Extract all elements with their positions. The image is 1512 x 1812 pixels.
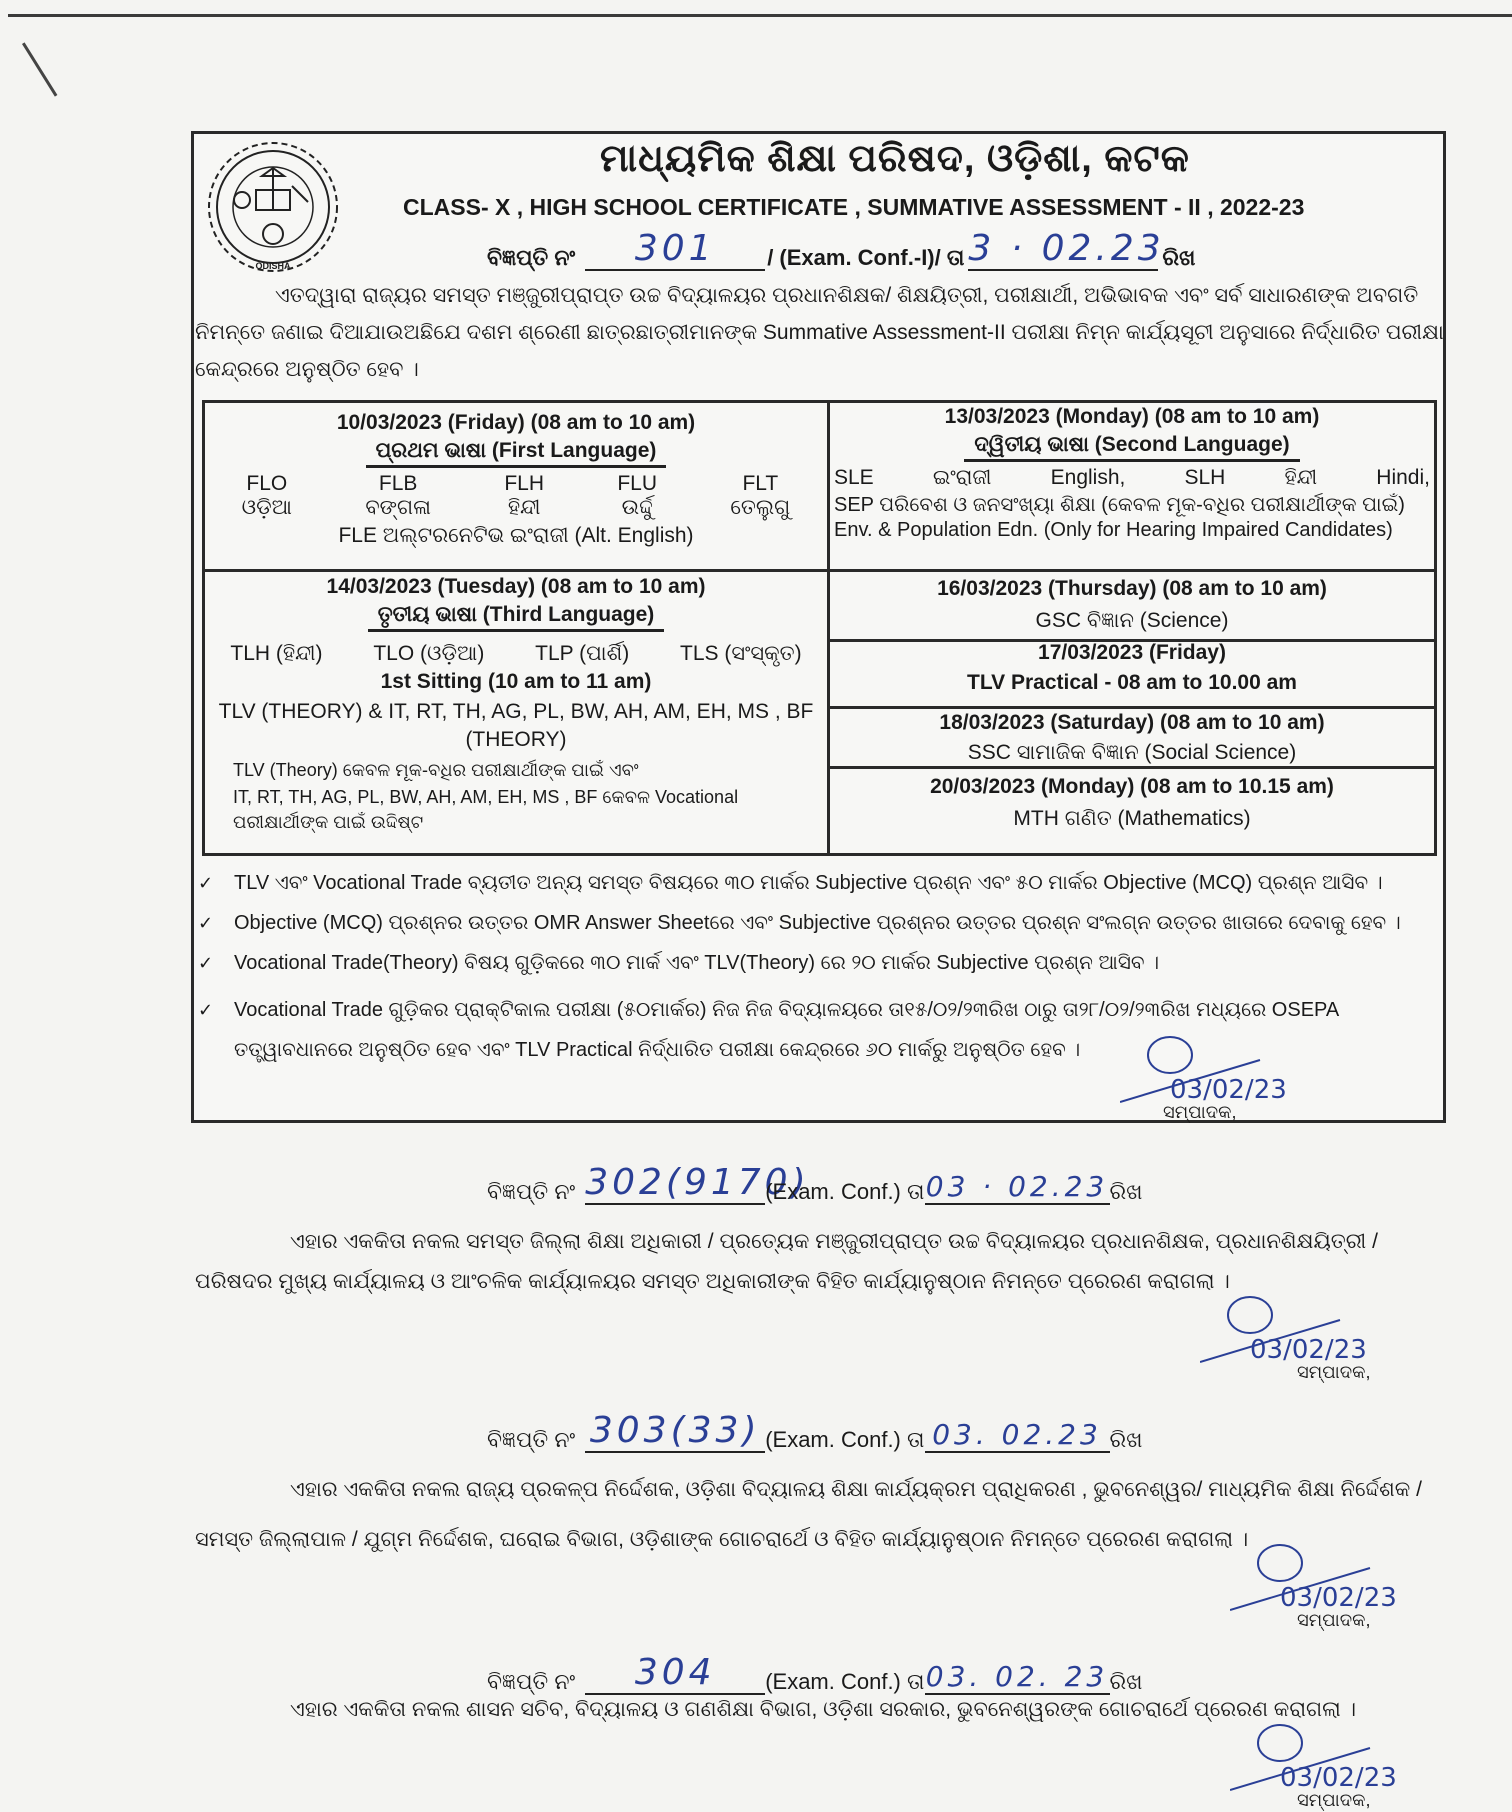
- lang-code: FLO: [246, 472, 288, 495]
- second-language-cell: [830, 405, 1434, 542]
- notice-number: 301: [634, 228, 716, 269]
- lang-name: ହିନ୍ଦୀ: [507, 496, 541, 519]
- mathematics-date: 20/03/2023 (Monday) (08 am to 10.15 am): [930, 775, 1334, 798]
- page-top-rule: [8, 14, 1512, 17]
- svg-text:ODISHA: ODISHA: [255, 261, 291, 271]
- svg-text:03/02/23: 03/02/23: [1280, 1583, 1397, 1613]
- lang-name: ଉର୍ଦ୍ଦୁ: [621, 496, 653, 519]
- notice-number-field: [585, 1652, 765, 1695]
- first-language-codes: [205, 472, 827, 520]
- lang-name: ଓଡ଼ିଆ: [241, 496, 293, 519]
- theory-note-3: ପରୀକ୍ଷାର୍ଥୀଙ୍କ ପାଇଁ ଉଦ୍ଦିଷ୍ଟ: [233, 812, 424, 832]
- conf-label: (Exam. Conf.) ତା: [765, 1669, 925, 1694]
- date-suffix: ରିଖ: [1109, 1669, 1143, 1694]
- lang-code-item: [242, 472, 292, 520]
- copy-reference-line: [487, 1652, 1143, 1695]
- social-science-subject: SSC ସାମାଜିକ ବିଜ୍ଞାନ (Social Science): [967, 741, 1297, 764]
- svg-text:03/02/23: 03/02/23: [1170, 1075, 1287, 1105]
- signatory-label: ସମ୍ପାଦକ,: [1297, 1362, 1371, 1382]
- checkmark-icon: ✓: [198, 953, 214, 973]
- notice-prefix: ବିଜ୍ଞପ୍ତି ନଂ: [487, 245, 576, 270]
- notice-number: 303(33): [589, 1410, 761, 1451]
- notice-prefix: ବିଜ୍ଞପ୍ତି ନଂ: [487, 1427, 576, 1452]
- date-suffix: ରିଖ: [1162, 245, 1196, 270]
- lang-code: TLP (ପାର୍ଶି): [535, 642, 630, 665]
- second-language-codes: [830, 466, 1434, 490]
- third-language-date: 14/03/2023 (Tuesday) (08 am to 10 am): [326, 575, 706, 598]
- copy-paragraph: ଏହାର ଏକକିତା ନକଲ ସମସ୍ତ ଜିଲ୍ଲା ଶିକ୍ଷା ଅଧିକାରୀ / ପ୍ରତ୍ୟେକ ମଞ୍ଜୁରୀପ୍ରାପ୍ତ ଉଚ୍ଚ ବିଦ୍ୟାଳୟର ପ୍ରଧାନଶିକ୍ଷକ, ପ୍ରଧାନଶିକ୍ଷୟିତ୍ରୀ / ପରିଷଦର ମୁଖ୍ୟ କାର୍ଯ୍ୟାଳୟ ଓ ଆଂଚଳିକ କାର୍ଯ୍ୟାଳୟର ସମସ୍ତ ଅଧିକାରୀଙ୍କ ବିହିତ କାର୍ଯ୍ୟାନୁଷ୍ଠାନ ନିମନ୍ତେ ପ୍ରେରଣ କରାଗଲା ।: [195, 1230, 1378, 1293]
- svg-text:03/02/23: 03/02/23: [1280, 1763, 1397, 1793]
- lang-name: ତେଲୁଗୁ: [730, 496, 791, 519]
- social-science-date: 18/03/2023 (Saturday) (08 am to 10 am): [939, 711, 1325, 734]
- lang-code: FLT: [742, 472, 779, 495]
- copy-paragraph: ଏହାର ଏକକିତା ନକଲ ରାଜ୍ୟ ପ୍ରକଳ୍ପ ନିର୍ଦ୍ଦେଶକ, ଓଡ଼ିଶା ବିଦ୍ୟାଳୟ ଶିକ୍ଷା କାର୍ଯ୍ୟକ୍ରମ ପ୍ରାଧିକରଣ , ଭୁବନେଶ୍ୱର/ ମାଧ୍ୟମିକ ଶିକ୍ଷା ନିର୍ଦ୍ଦେଶକ / ସମସ୍ତ ଜିଲ୍ଲାପାଳ / ଯୁଗ୍ମ ନିର୍ଦ୍ଦେଶକ, ଘରୋଇ ବିଭାଗ, ଓଡ଼ିଶାଙ୍କ ଗୋଚରାର୍ଥେ ଓ ବିହିତ କାର୍ଯ୍ୟାନୁଷ୍ଠାନ ନିମନ୍ତେ ପ୍ରେରଣ କରାଗଲା ।: [195, 1478, 1422, 1551]
- mathematics-cell: [830, 775, 1434, 831]
- exam-title: CLASS- X , HIGH SCHOOL CERTIFICATE , SUMMATIVE ASSESSMENT - II , 2022-23: [403, 194, 1305, 220]
- theory-note-2: IT, RT, TH, AG, PL, BW, AH, AM, EH, MS , BF କେବଳ Vocational: [233, 787, 739, 807]
- lang-code: FLH: [504, 472, 545, 495]
- lang-name: ହିନ୍ଦୀ: [1284, 466, 1318, 489]
- notice-prefix: ବିଜ୍ଞପ୍ତି ନଂ: [487, 1669, 576, 1694]
- instruction-text: Objective (MCQ) ପ୍ରଶ୍ନର ଉତ୍ତର OMR Answer Sheetରେ ଏବଂ Subjective ପ୍ରଶ୍ନର ଉତ୍ତର ପ୍ରଶ୍ନ ସଂଲଗ୍ନ ଉତ୍ତର ଖାତାରେ ଦେବାକୁ ହେବ ।: [234, 912, 1401, 934]
- lang-code-item: [730, 472, 790, 520]
- first-language-cell: [205, 411, 827, 548]
- signatory-label: ସମ୍ପାଦକ,: [1297, 1610, 1371, 1630]
- notice-date-field: [968, 228, 1165, 271]
- lang-name: ବଙ୍ଗଳା: [365, 496, 432, 519]
- checkmark-icon: ✓: [198, 873, 214, 893]
- board-seal-icon: [200, 140, 346, 275]
- notice-date-field: [925, 1170, 1110, 1205]
- alt-english-line: FLE ଅଲ୍‌ଟରନେଟିଭ ଇଂରାଜୀ (Alt. English): [338, 524, 694, 547]
- notice-date: 3 · 02.23: [968, 228, 1165, 269]
- lang-code: FLB: [378, 472, 418, 495]
- notice-number-field: [585, 1162, 810, 1205]
- board-title-odia: ମାଧ୍ୟମିକ ଶିକ୍ଷା ପରିଷଦ, ଓଡ଼ିଶା, କଟକ: [600, 138, 1190, 180]
- third-language-cell: [205, 575, 827, 833]
- instruction-text: TLV ଏବଂ Vocational Trade ବ୍ୟତୀତ ଅନ୍ୟ ସମସ୍ତ ବିଷୟରେ ୩୦ ମାର୍କର Subjective ପ୍ରଶ୍ନ ଏବଂ ୫୦ ମାର୍କର Objective (MCQ) ପ୍ରଶ୍ନ ଆସିବ ।: [234, 872, 1383, 894]
- conf-label: (Exam. Conf.) ତା: [765, 1427, 925, 1452]
- lang-code: SLH: [1184, 466, 1226, 489]
- notice-date: 03 · 02.23: [925, 1170, 1109, 1203]
- first-language-title: ପ୍ରଥମ ଭାଷା (First Language): [366, 439, 667, 468]
- notice-number-field: [585, 228, 765, 271]
- lang-code: TLS (ସଂସ୍କୃତ): [680, 642, 802, 665]
- second-language-date: 13/03/2023 (Monday) (08 am to 10 am): [944, 405, 1320, 428]
- lang-code: TLH (ହିନ୍ଦୀ): [230, 642, 323, 665]
- sep-line-odia: SEP ପରିବେଶ ଓ ଜନସଂଖ୍ୟା ଶିକ୍ଷା (କେବଳ ମୂକ-ବଧିର ପରୀକ୍ଷାର୍ଥୀଙ୍କ ପାଇଁ): [834, 494, 1405, 516]
- tlv-practical-date: 17/03/2023 (Friday): [1038, 641, 1226, 664]
- lang-code: SLE: [834, 466, 874, 489]
- notice-number: 304: [634, 1652, 716, 1693]
- notice-reference-line: [487, 228, 1196, 271]
- date-suffix: ରିଖ: [1109, 1179, 1143, 1204]
- exam-schedule-table: [202, 400, 1437, 856]
- theory-note-1: TLV (Theory) କେବଳ ମୂକ-ବଧିର ପରୀକ୍ଷାର୍ଥୀଙ୍କ ପାଇଁ ଏବଂ: [233, 760, 639, 780]
- row-divider: [827, 706, 1434, 709]
- copy-paragraph: ଏହାର ଏକକିତା ନକଲ ଶାସନ ସଚିବ, ବିଦ୍ୟାଳୟ ଓ ଗଣଶିକ୍ଷା ବିଭାଗ, ଓଡ଼ିଶା ସରକାର, ଭୁବନେଶ୍ୱରଙ୍କ ଗୋଚରାର୍ଥେ ପ୍ରେରଣ କରାଗଲା ।: [290, 1698, 1357, 1721]
- lang-name: Hindi,: [1376, 466, 1430, 489]
- tlv-practical-subject: TLV Practical - 08 am to 10.00 am: [967, 671, 1297, 694]
- row-divider: [827, 766, 1434, 769]
- notice-number: 302(9170): [585, 1162, 810, 1203]
- lang-code: TLO (ଓଡ଼ିଆ): [373, 642, 485, 665]
- tlv-practical-cell: [830, 641, 1434, 695]
- lang-name: ଇଂରାଜୀ: [932, 466, 992, 489]
- intro-paragraph: ଏତଦ୍ୱାରା ରାଜ୍ୟର ସମସ୍ତ ମଞ୍ଜୁରୀପ୍ରାପ୍ତ ଉଚ୍ଚ ବିଦ୍ୟାଳୟର ପ୍ରଧାନଶିକ୍ଷକ/ ଶିକ୍ଷୟିତ୍ରୀ, ପରୀକ୍ଷାର୍ଥୀ, ଅଭିଭାବକ ଏବଂ ସର୍ବ ସାଧାରଣଙ୍କ ଅବଗତି ନିମନ୍ତେ ଜଣାଇ ଦିଆଯାଉଅଛିଯେ ଦଶମ ଶ୍ରେଣୀ ଛାତ୍ରଛାତ୍ରୀମାନଙ୍କ Summative Assessment-II ପରୀକ୍ଷା ନିମ୍ନ କାର୍ଯ୍ୟସୂଚୀ ଅନୁସାରେ ନିର୍ଦ୍ଧାରିତ ପରୀକ୍ଷା କେନ୍ଦ୍ରରେ ଅନୁଷ୍ଠିତ ହେବ ।: [195, 284, 1444, 381]
- checkmark-icon: ✓: [198, 913, 214, 933]
- notice-date-field: [925, 1418, 1110, 1453]
- first-sitting: 1st Sitting (10 am to 11 am): [380, 670, 652, 693]
- conf-label: (Exam. Conf.) ତା: [765, 1179, 925, 1204]
- mathematics-subject: MTH ଗଣିତ (Mathematics): [1013, 807, 1251, 830]
- lang-code-item: [504, 472, 544, 520]
- instruction-item: [198, 870, 1443, 896]
- corner-scan-mark: [22, 42, 57, 96]
- first-language-date: 10/03/2023 (Friday) (08 am to 10 am): [336, 411, 696, 434]
- signatory-label: ସମ୍ପାଦକ,: [1297, 1790, 1371, 1810]
- conf-label: / (Exam. Conf.-I)/ ତା: [767, 245, 965, 270]
- signatory-label: ସମ୍ପାଦକ,: [1163, 1102, 1237, 1122]
- notice-date: 03. 02.23: [932, 1418, 1102, 1451]
- notice-date: 03. 02. 23: [925, 1660, 1109, 1693]
- svg-text:03/02/23: 03/02/23: [1250, 1335, 1367, 1365]
- row-divider: [205, 569, 1434, 572]
- instruction-text: Vocational Trade ଗୁଡ଼ିକର ପ୍ରାକ୍ଟିକାଲ ପରୀକ୍ଷା (୫୦ମାର୍କର) ନିଜ ନିଜ ବିଦ୍ୟାଳୟରେ ତା୧୫/୦୨/୨୩ରିଖ ଠାରୁ ତା୨୮/୦୨/୨୩ରିଖ ମଧ୍ୟରେ OSEPA ତତ୍ତ୍ୱାବଧାନରେ ଅନୁଷ୍ଠିତ ହେବ ଏବଂ TLV Practical ନିର୍ଦ୍ଧାରିତ ପରୀକ୍ଷା କେନ୍ଦ୍ରରେ ୬୦ ମାର୍କରୁ ଅନୁଷ୍ଠିତ ହେବ ।: [234, 999, 1339, 1061]
- notice-prefix: ବିଜ୍ଞପ୍ତି ନଂ: [487, 1179, 576, 1204]
- date-suffix: ରିଖ: [1109, 1427, 1143, 1452]
- lang-name: English,: [1050, 466, 1126, 489]
- checkmark-icon: ✓: [198, 1000, 214, 1020]
- instruction-item: [198, 950, 1443, 976]
- instruction-item: [198, 910, 1443, 936]
- lang-code-item: [617, 472, 657, 520]
- science-date: 16/03/2023 (Thursday) (08 am to 10 am): [937, 577, 1327, 600]
- sep-line-english: Env. & Population Edn. (Only for Hearing Impaired Candidates): [834, 519, 1393, 541]
- lang-code: FLU: [617, 472, 658, 495]
- notice-number-field: [585, 1410, 765, 1453]
- third-language-title: ତୃତୀୟ ଭାଷା (Third Language): [368, 603, 665, 632]
- theory-line: TLV (THEORY) & IT, RT, TH, AG, PL, BW, AH, AM, EH, MS , BF (THEORY): [218, 700, 814, 751]
- science-subject: GSC ବିଜ୍ଞାନ (Science): [1035, 609, 1229, 632]
- lang-code-item: [365, 472, 431, 520]
- social-science-cell: [830, 711, 1434, 765]
- science-cell: [830, 577, 1434, 633]
- second-language-title: ଦ୍ୱିତୀୟ ଭାଷା (Second Language): [964, 433, 1299, 462]
- instruction-text: Vocational Trade(Theory) ବିଷୟ ଗୁଡ଼ିକରେ ୩୦ ମାର୍କ ଏବଂ TLV(Theory) ରେ ୨୦ ମାର୍କର Subjective ପ୍ରଶ୍ନ ଆସିବ ।: [234, 952, 1160, 974]
- copy-reference-line: [487, 1162, 1143, 1205]
- copy-reference-line: [487, 1410, 1143, 1453]
- third-language-codes: [205, 642, 827, 666]
